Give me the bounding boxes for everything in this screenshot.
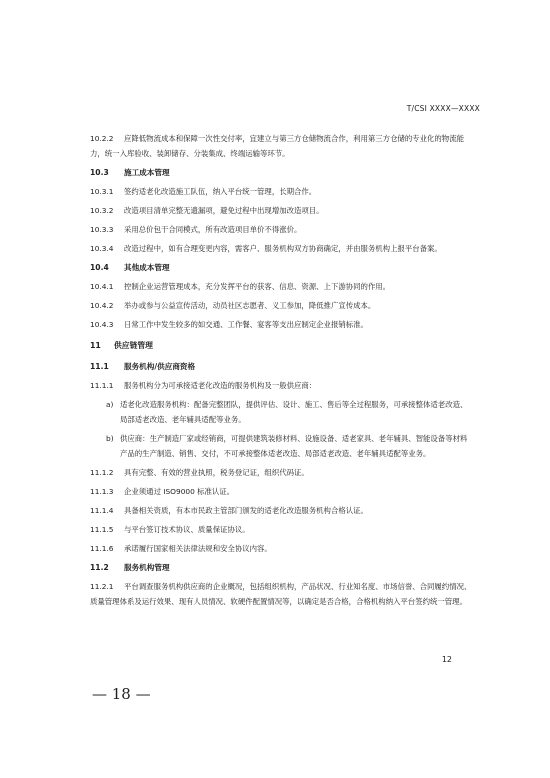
clause <box>90 465 474 480</box>
clause-number: 10.3.1 <box>90 187 114 196</box>
clause-text: 日常工作中发生较多的如交通、工作餐、宴客等支出应制定企业报销标准。 <box>124 320 368 329</box>
clause-text: 改造项目清单完整无遗漏项，避免过程中出现增加改造项目。 <box>124 206 324 215</box>
clause-number: 10.2.2 <box>90 134 114 143</box>
clause <box>90 203 474 218</box>
clause-number: 10.3 <box>90 168 109 177</box>
clause-text: 施工成本管理 <box>124 168 170 177</box>
clause-number: 11.1 <box>90 362 109 371</box>
clause-number: 11.1.6 <box>90 544 114 553</box>
clause-text: 应降低物流成本和保障一次性交付率，宜建立与第三方仓储物流合作，利用第三方仓储的专业化的物流能力，统一入库验收、装卸储存、分装集成、终端运输等环节。 <box>90 134 464 158</box>
clause-text: 具备相关资质，有本市民政主管部门颁发的适老化改造服务机构合格认证。 <box>124 506 368 515</box>
page-number: 12 <box>441 655 452 664</box>
document-body <box>90 131 474 613</box>
clause-number: 11.1.2 <box>90 468 114 477</box>
clause-text: 企业须通过 ISO9000 标准认证。 <box>124 487 235 496</box>
clause <box>90 279 474 294</box>
section-heading <box>90 165 474 180</box>
list-item <box>90 397 474 427</box>
clause-text: 服务机构管理 <box>124 563 170 572</box>
clause-number: 10.3.3 <box>90 225 114 234</box>
clause <box>90 378 474 393</box>
clause-number: 10.3.2 <box>90 206 114 215</box>
clause <box>90 541 474 556</box>
clause-number: 11.1.3 <box>90 487 114 496</box>
clause-text: 具有完整、有效的营业执照，税务登记证，组织代码证。 <box>124 468 309 477</box>
document-code: T/CSI XXXX—XXXX <box>406 104 480 113</box>
clause-text: 控制企业运营管理成本，充分发挥平台的获客、信息、资源、上下游协同的作用。 <box>124 282 391 291</box>
clause-text: 举办或参与公益宣传活动，动员社区志愿者、义工参加，降低推广宣传成本。 <box>124 301 376 310</box>
clause <box>90 317 474 332</box>
list-item <box>90 431 474 461</box>
clause-number: 11.1.1 <box>90 381 114 390</box>
clause-text: 平台调查服务机构供应商的企业概况，包括组织机构，产品状况、行业知名度、市场信誉、合同履约情况、质量管理体系及运行效果、现有人员情况、软硬件配置情况等，以确定是否合格，合格机构纳入平台签约统一管理。 <box>90 582 472 606</box>
clause-number: 10.4.2 <box>90 301 114 310</box>
clause-number: 11 <box>90 341 101 350</box>
clause-number: 11.1.5 <box>90 525 114 534</box>
clause-number: 11.1.4 <box>90 506 114 515</box>
clause-text: 采用总价包干合同模式，所有改造项目单价不得涨价。 <box>124 225 302 234</box>
clause <box>90 241 474 256</box>
clause-number: 10.4 <box>90 263 109 272</box>
list-item-text: 供应商：生产制造厂家或经销商，可提供建筑装修材料、设施设备、适老家具、老年辅具、智能设备等材料产品的生产制造、销售、交付，不可承接整体适老改造、局部适老改造、老年辅具适配等业务。 <box>120 434 468 458</box>
clause <box>90 222 474 237</box>
footer-page-number: — 18 — <box>92 685 151 703</box>
clause <box>90 131 474 161</box>
section-heading <box>90 359 474 374</box>
chapter-heading <box>90 338 474 353</box>
clause-number: 10.3.4 <box>90 244 114 253</box>
clause-number: 10.4.1 <box>90 282 114 291</box>
clause <box>90 522 474 537</box>
clause-number: 11.2 <box>90 563 109 572</box>
clause-text: 承诺履行国家相关法律法规和安全协议内容。 <box>124 544 272 553</box>
list-marker: b) <box>106 434 114 443</box>
section-heading <box>90 260 474 275</box>
clause-text: 供应链管理 <box>114 341 153 350</box>
list-item-text: 适老化改造服务机构：配备完整团队，提供评估、设计、施工、售后等全过程服务，可承接整体适老改造、局部适老改造、老年辅具适配等业务。 <box>120 400 468 424</box>
clause <box>90 484 474 499</box>
clause-number: 11.2.1 <box>90 582 114 591</box>
clause-text: 签约适老化改造施工队伍，纳入平台统一管理，长期合作。 <box>124 187 317 196</box>
clause-text: 服务机构分为可承接适老化改造的服务机构及一般供应商： <box>124 381 317 390</box>
clause <box>90 298 474 313</box>
section-heading <box>90 560 474 575</box>
clause-text: 与平台签订技术协议、质量保证协议。 <box>124 525 250 534</box>
clause <box>90 503 474 518</box>
list-marker: a) <box>106 400 114 409</box>
clause-text: 改造过程中，如有合理变更内容，需客户、服务机构双方协商确定，并由服务机构上报平台备案。 <box>124 244 442 253</box>
clause <box>90 579 474 609</box>
clause-number: 10.4.3 <box>90 320 114 329</box>
clause-text: 服务机构/供应商资格 <box>124 362 196 371</box>
clause <box>90 184 474 199</box>
clause-text: 其他成本管理 <box>124 263 170 272</box>
